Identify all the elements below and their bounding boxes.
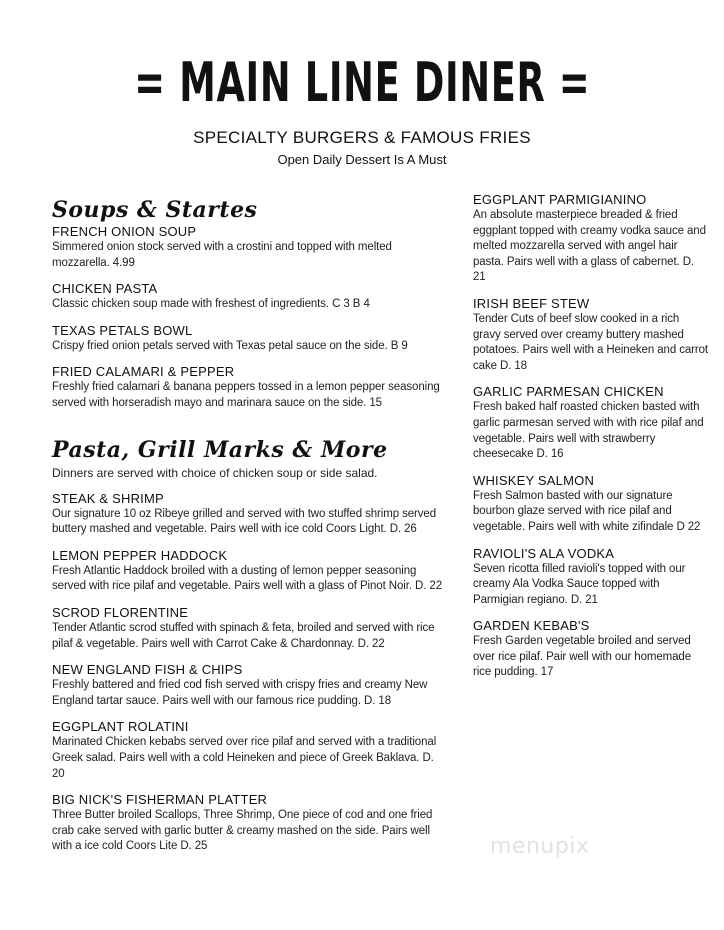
menu-item [473,384,709,462]
item-name: NEW ENGLAND FISH & CHIPS [52,662,243,678]
menu-header [0,52,724,114]
item-name: TEXAS PETALS BOWL [52,322,193,338]
item-description: Fresh Salmon basted with our signature bourbon glaze served with rice pilaf and vegetable. Pairs well with white zifindale D 22 [473,489,701,533]
item-description: Fresh Atlantic Haddock broiled with a dusting of lemon pepper seasoning served with rice pilaf and vegetable. Pairs well with a glass of Pinot Noir. D. 22 [52,564,443,593]
item-description: Tender Cuts of beef slow cooked in a rich gravy served over creamy buttery mashed potatoes. Pairs well with a Heineken and carrot cake D. 18 [473,312,709,372]
menu-item [52,548,447,595]
menu-subtitle: SPECIALTY BURGERS & FAMOUS FRIES [193,128,531,147]
item-name: GARLIC PARMESAN CHICKEN [473,384,664,400]
menu-item [473,192,709,286]
menu-item [52,323,447,355]
item-name: STEAK & SHRIMP [52,490,164,506]
item-name: BIG NICK'S FISHERMAN PLATTER [52,792,268,808]
right-column [473,192,709,691]
item-description: Our signature 10 oz Ribeye grilled and served with two stuffed shrimp served buttery mashed and vegetable. Pairs well with ice cold Coors Light. D. 26 [52,507,437,536]
menu-item [473,546,709,609]
item-name: FRENCH ONION SOUP [52,224,197,239]
watermark-logo: menupix [490,834,590,859]
item-name: RAVIOLI'S ALA VODKA [473,545,615,561]
item-name: IRISH BEEF STEW [473,295,590,311]
item-name: GARDEN KEBAB'S [473,618,590,634]
item-name: LEMON PEPPER HADDOCK [52,547,228,563]
left-column [52,196,447,865]
item-description: Tender Atlantic scrod stuffed with spinach & feta, broiled and served with rice pilaf & vegetable. Pairs well with Carrot Cake & Chardonnay. D. 22 [52,621,435,650]
section-title-pasta: Pasta, Grill Marks & More [52,436,388,463]
menu-item [52,792,447,855]
menu-item [473,296,709,374]
menu-tagline: Open Daily Dessert Is A Must [277,152,447,167]
item-name: EGGPLANT ROLATINI [52,719,189,735]
item-description: Three Butter broiled Scallops, Three Shrimp, One piece of cod and one fried crab cake served with garlic butter & creamy mashed on the side. Pairs well with a ice cold Coors Lite D. 25 [52,809,433,853]
menu-item [52,719,447,782]
item-description: Crispy fried onion petals served with Texas petal sauce on the side. B 9 [52,339,408,352]
restaurant-title: = MAIN LINE DINER = [133,51,591,114]
menu-item [473,473,709,536]
menu-item [52,605,447,652]
section-title-soups: Soups & Startes [52,197,258,223]
item-description: Freshly battered and fried cod fish served with crispy fries and creamy New England tartar sauce. Pairs well with our famous rice pudding. D. 18 [52,679,428,707]
item-description: Seven ricotta filled ravioli's topped with our creamy Ala Vodka Sauce topped with Parmigian regiano. D. 21 [473,562,686,606]
item-name: EGGPLANT PARMIGIANINO [473,192,647,207]
item-description: Simmered onion stock served with a crostini and topped with melted mozzarella. 4.99 [52,241,392,269]
menu-item [473,618,709,681]
item-description: Classic chicken soup made with freshest of ingredients. C 3 B 4 [52,298,370,311]
menu-item [52,364,447,411]
item-description: Fresh baked half roasted chicken basted with garlic parmesan served with with rice pilaf and vegetable. Pairs well with strawberry cheesecake D. 16 [473,401,704,461]
item-name: WHISKEY SALMON [473,472,595,488]
menu-item [52,662,447,709]
item-name: SCROD FLORENTINE [52,604,189,620]
item-description: Freshly fried calamari & banana peppers tossed in a lemon pepper seasoning served with horseradish mayo and marinara sauce on the side. 15 [52,381,440,409]
item-description: Marinated Chicken kebabs served over rice pilaf and served with a traditional Greek salad. Pairs well with a cold Heineken and piece of Greek Baklava. D. 20 [52,736,437,780]
menu-item [52,281,447,313]
item-description: Fresh Garden vegetable broiled and served over rice pilaf. Pair well with our homemade rice pudding. 17 [473,635,692,679]
item-description: An absolute masterpiece breaded & fried eggplant topped with creamy vodka sauce and melted mozzarella served with angel hair pasta. Pairs well with a glass of cabernet. D. 21 [473,209,706,284]
menu-item [52,224,447,271]
menu-item [52,491,447,538]
section-note: Dinners are served with choice of chicken soup or side salad. [52,465,378,480]
item-name: FRIED CALAMARI & PEPPER [52,364,235,380]
item-name: CHICKEN PASTA [52,281,158,297]
